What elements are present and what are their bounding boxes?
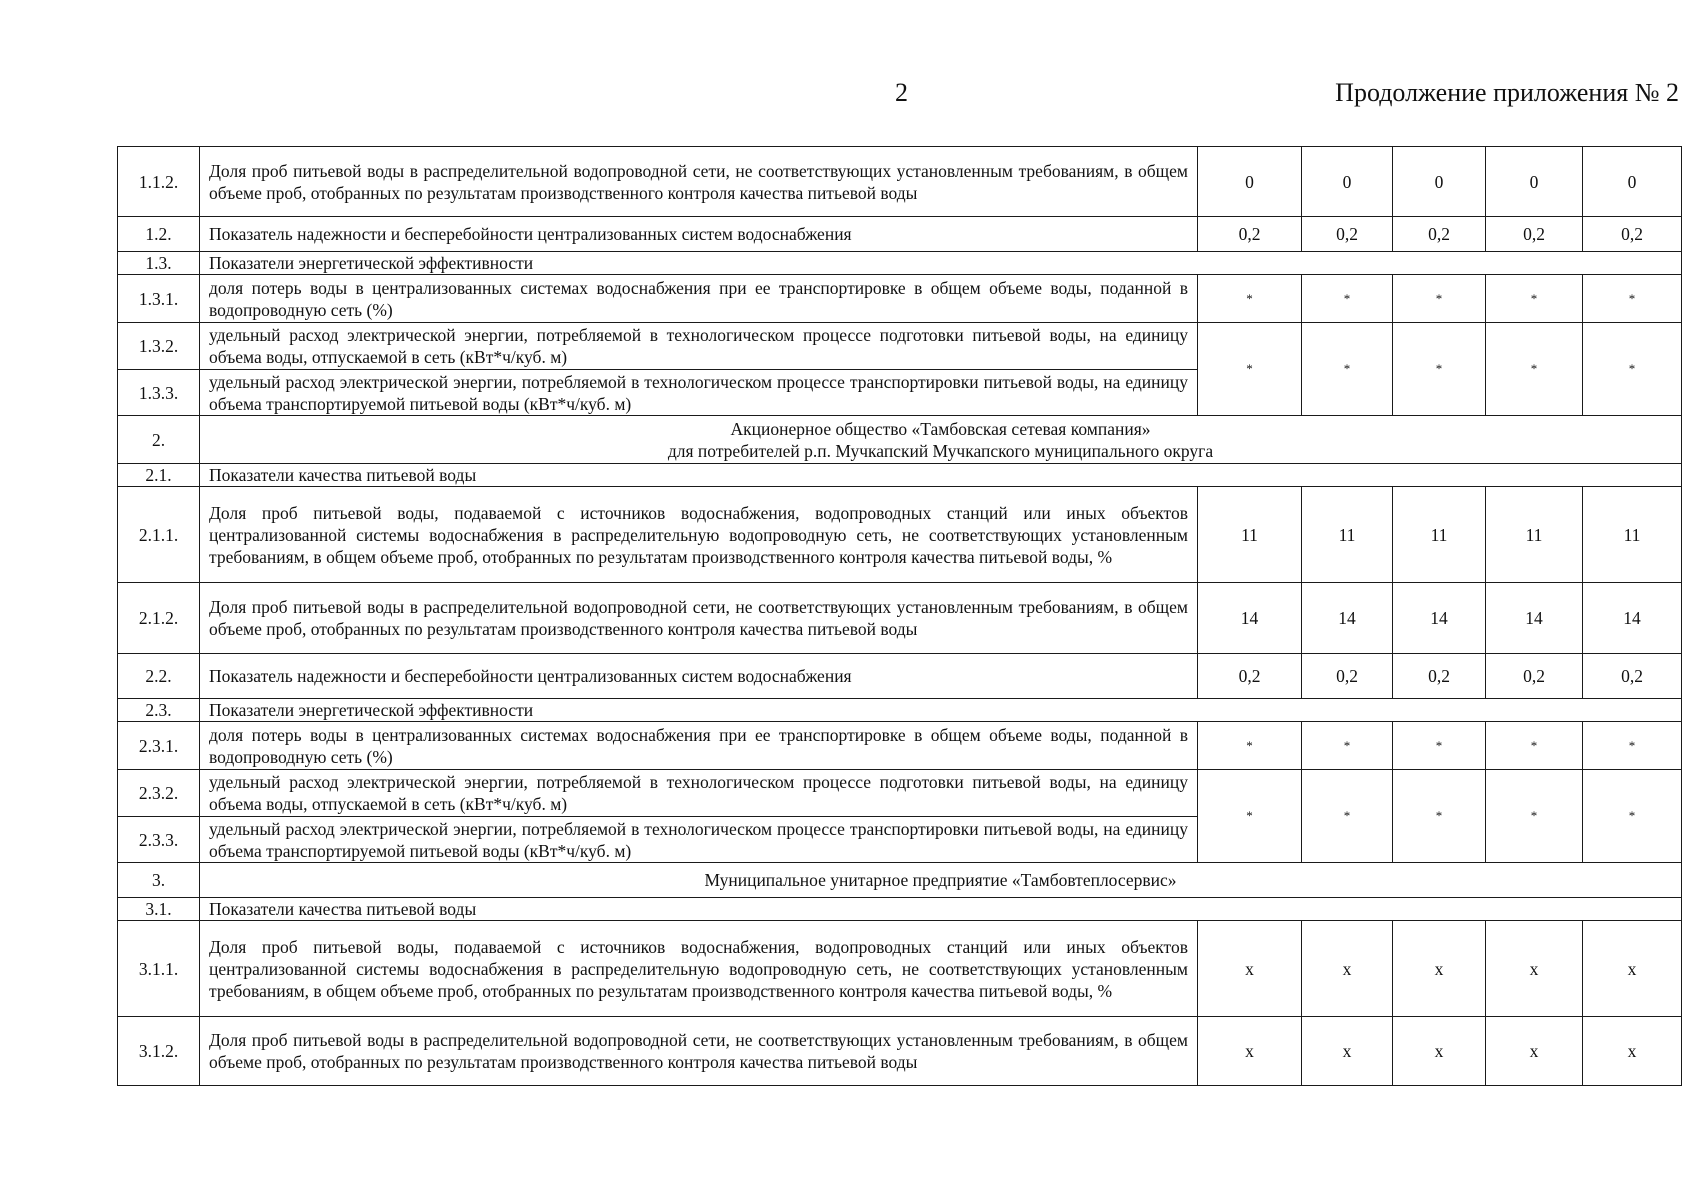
row-number: 3. — [118, 863, 200, 898]
value-cell: * — [1393, 275, 1486, 323]
row-number: 1.3.2. — [118, 323, 200, 370]
value-cell: 0 — [1393, 147, 1486, 217]
value-cell: 14 — [1583, 583, 1682, 654]
value-cell: * — [1583, 770, 1682, 863]
value-cell: 11 — [1486, 487, 1583, 583]
value-cell: х — [1393, 1017, 1486, 1086]
value-cell: * — [1393, 770, 1486, 863]
table-row — [118, 323, 1682, 370]
value-cell: * — [1198, 722, 1302, 770]
indicator-text: удельный расход электрической энергии, потребляемой в технологическом процессе подготовки питьевой воды, на единицу объема воды, отпускаемой в сеть (кВт*ч/куб. м) — [200, 770, 1198, 817]
section-title: Показатели качества питьевой воды — [200, 898, 1682, 921]
table-row — [118, 921, 1682, 1017]
row-number: 2.1. — [118, 464, 200, 487]
value-cell: 11 — [1393, 487, 1486, 583]
page-number: 2 — [895, 78, 908, 107]
row-number: 1.3.3. — [118, 370, 200, 416]
row-number: 2.3.2. — [118, 770, 200, 817]
value-cell: 0,2 — [1583, 654, 1682, 699]
section-title: Показатели энергетической эффективности — [200, 699, 1682, 722]
indicator-text: удельный расход электрической энергии, потребляемой в технологическом процессе подготовки питьевой воды, на единицу объема воды, отпускаемой в сеть (кВт*ч/куб. м) — [200, 323, 1198, 370]
value-cell: * — [1302, 722, 1393, 770]
value-cell: * — [1198, 770, 1302, 863]
row-number: 1.1.2. — [118, 147, 200, 217]
value-cell: * — [1302, 275, 1393, 323]
organization-header — [200, 416, 1682, 464]
value-cell: 11 — [1583, 487, 1682, 583]
value-cell: * — [1302, 323, 1393, 416]
indicator-text: доля потерь воды в централизованных системах водоснабжения при ее транспортировке в общем объеме воды, поданной в водопроводную сеть (%) — [200, 722, 1198, 770]
value-cell: х — [1583, 1017, 1682, 1086]
value-cell: * — [1302, 770, 1393, 863]
value-cell: * — [1486, 275, 1583, 323]
row-number: 2.1.2. — [118, 583, 200, 654]
row-number: 2.3.3. — [118, 817, 200, 863]
table-row — [118, 217, 1682, 252]
indicator-text: Показатель надежности и бесперебойности централизованных систем водоснабжения — [200, 217, 1198, 252]
table-row — [118, 147, 1682, 217]
section-row — [118, 898, 1682, 921]
table-row — [118, 275, 1682, 323]
value-cell: * — [1486, 770, 1583, 863]
appendix-continuation-note: Продолжение приложения № 2 — [1335, 78, 1679, 107]
indicator-text: Доля проб питьевой воды в распределительной водопроводной сети, не соответствующих установленным требованиям, в общем объеме проб, отобранных по результатам производственного контроля качества питьевой воды — [200, 147, 1198, 217]
row-number: 3.1.2. — [118, 1017, 200, 1086]
indicator-text: удельный расход электрической энергии, потребляемой в технологическом процессе транспортировки питьевой воды, на единицу объема транспортируемой питьевой воды (кВт*ч/куб. м) — [200, 370, 1198, 416]
value-cell: * — [1486, 323, 1583, 416]
row-number: 1.2. — [118, 217, 200, 252]
value-cell: 0 — [1583, 147, 1682, 217]
organization-name: Акционерное общество «Тамбовская сетевая компания» — [730, 418, 1151, 439]
value-cell: 0,2 — [1486, 654, 1583, 699]
table-row — [118, 1017, 1682, 1086]
value-cell: х — [1583, 921, 1682, 1017]
value-cell: 14 — [1198, 583, 1302, 654]
row-number: 3.1.1. — [118, 921, 200, 1017]
value-cell: х — [1302, 1017, 1393, 1086]
indicator-text: удельный расход электрической энергии, потребляемой в технологическом процессе транспортировки питьевой воды, на единицу объема транспортируемой питьевой воды (кВт*ч/куб. м) — [200, 817, 1198, 863]
indicator-text: Доля проб питьевой воды в распределительной водопроводной сети, не соответствующих установленным требованиям, в общем объеме проб, отобранных по результатам производственного контроля качества питьевой воды — [200, 1017, 1198, 1086]
value-cell: * — [1583, 722, 1682, 770]
value-cell: 11 — [1198, 487, 1302, 583]
section-row — [118, 464, 1682, 487]
value-cell: 14 — [1302, 583, 1393, 654]
value-cell: * — [1486, 722, 1583, 770]
value-cell: х — [1393, 921, 1486, 1017]
table-row — [118, 487, 1682, 583]
value-cell: х — [1302, 921, 1393, 1017]
table-row — [118, 722, 1682, 770]
row-number: 2.1.1. — [118, 487, 200, 583]
value-cell: х — [1486, 921, 1583, 1017]
organization-scope: для потребителей р.п. Мучкапский Мучкапского муниципального округа — [667, 440, 1214, 461]
value-cell: 0,2 — [1198, 654, 1302, 699]
section-title: Показатели энергетической эффективности — [200, 252, 1682, 275]
value-cell: * — [1198, 275, 1302, 323]
value-cell: 0 — [1302, 147, 1393, 217]
row-number: 2.2. — [118, 654, 200, 699]
section-row — [118, 699, 1682, 722]
value-cell: 11 — [1302, 487, 1393, 583]
value-cell: х — [1486, 1017, 1583, 1086]
value-cell: 0,2 — [1393, 654, 1486, 699]
indicators-table — [117, 146, 1682, 1086]
value-cell: 0,2 — [1486, 217, 1583, 252]
row-number: 2.3.1. — [118, 722, 200, 770]
value-cell: * — [1198, 323, 1302, 416]
indicator-text: Доля проб питьевой воды, подаваемой с источников водоснабжения, водопроводных станций или иных объектов централизованной системы водоснабжения в распределительную водопроводную сеть, не соответствующих установленным требованиям, в общем объеме проб, отобранных по результатам производственного контроля качества питьевой воды, % — [200, 921, 1198, 1017]
row-number: 1.3. — [118, 252, 200, 275]
table-row — [118, 654, 1682, 699]
value-cell: * — [1583, 323, 1682, 416]
value-cell: 0 — [1198, 147, 1302, 217]
value-cell: 0 — [1486, 147, 1583, 217]
row-number: 2. — [118, 416, 200, 464]
value-cell: * — [1393, 722, 1486, 770]
value-cell: 0,2 — [1583, 217, 1682, 252]
organization-row — [118, 416, 1682, 464]
value-cell: 14 — [1393, 583, 1486, 654]
value-cell: 0,2 — [1302, 654, 1393, 699]
row-number: 1.3.1. — [118, 275, 200, 323]
table-row — [118, 583, 1682, 654]
indicator-text: Доля проб питьевой воды, подаваемой с источников водоснабжения, водопроводных станций или иных объектов централизованной системы водоснабжения в распределительную водопроводную сеть, не соответствующих установленным требованиям, в общем объеме проб, отобранных по результатам производственного контроля качества питьевой воды, % — [200, 487, 1198, 583]
organization-name: Муниципальное унитарное предприятие «Тамбовтеплосервис» — [200, 863, 1682, 898]
indicator-text: Показатель надежности и бесперебойности централизованных систем водоснабжения — [200, 654, 1198, 699]
indicator-text: доля потерь воды в централизованных системах водоснабжения при ее транспортировке в общем объеме воды, поданной в водопроводную сеть (%) — [200, 275, 1198, 323]
value-cell: х — [1198, 921, 1302, 1017]
value-cell: * — [1393, 323, 1486, 416]
section-title: Показатели качества питьевой воды — [200, 464, 1682, 487]
indicator-text: Доля проб питьевой воды в распределительной водопроводной сети, не соответствующих установленным требованиям, в общем объеме проб, отобранных по результатам производственного контроля качества питьевой воды — [200, 583, 1198, 654]
value-cell: 0,2 — [1302, 217, 1393, 252]
value-cell: * — [1583, 275, 1682, 323]
row-number: 3.1. — [118, 898, 200, 921]
value-cell: х — [1198, 1017, 1302, 1086]
table-row — [118, 770, 1682, 817]
value-cell: 0,2 — [1393, 217, 1486, 252]
row-number: 2.3. — [118, 699, 200, 722]
value-cell: 0,2 — [1198, 217, 1302, 252]
value-cell: 14 — [1486, 583, 1583, 654]
section-row — [118, 252, 1682, 275]
organization-row — [118, 863, 1682, 898]
